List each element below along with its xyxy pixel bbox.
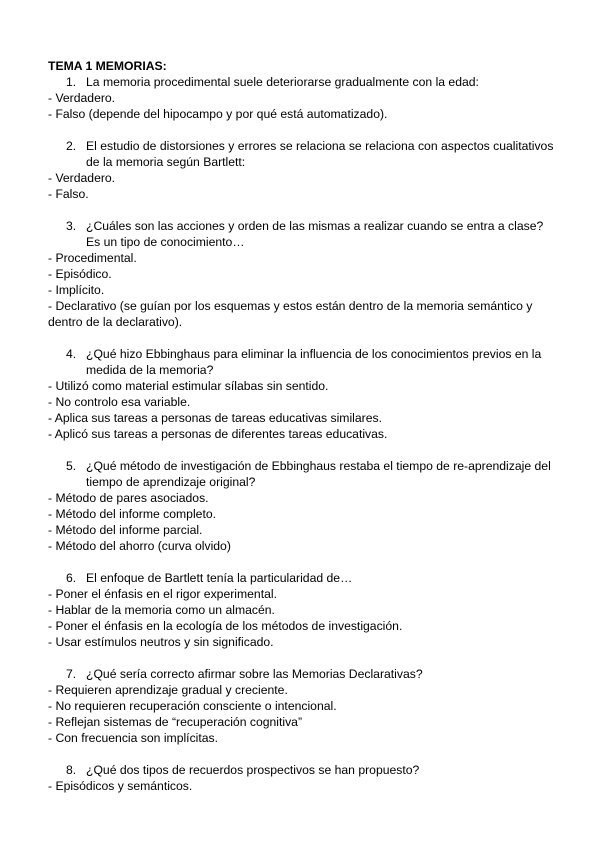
answer-option: - Hablar de la memoria como un almacén.: [48, 603, 275, 617]
question-2: [48, 138, 558, 170]
answer-option: - Método de pares asociados.: [48, 491, 209, 505]
answer-option: - Verdadero.: [48, 171, 116, 185]
question-number: 4.: [66, 347, 77, 361]
question-8: [48, 762, 558, 778]
question-number: 7.: [66, 667, 77, 681]
question-block-8: [48, 762, 558, 794]
question-text: El enfoque de Bartlett tenía la particularidad de…: [86, 571, 353, 585]
question-text: ¿Qué método de investigación de Ebbinghaus restaba el tiempo de re-aprendizaje del tiempo de aprendizaje original?: [86, 459, 551, 489]
answer-option: - Usar estímulos neutros y sin significado.: [48, 635, 274, 649]
question-1: [48, 74, 558, 90]
answer-option: - Falso.: [48, 187, 89, 201]
answer-option: - Episódicos y semánticos.: [48, 779, 193, 793]
question-text: El estudio de distorsiones y errores se relaciona se relaciona con aspectos cualitativos de la memoria según Bartlett:: [86, 139, 554, 169]
question-7: [48, 666, 558, 682]
answer-option: - Procedimental.: [48, 251, 137, 265]
answer-option: - Requieren aprendizaje gradual y creciente.: [48, 683, 288, 697]
question-block-2: [48, 138, 558, 202]
question-3: [48, 218, 558, 250]
document-title: TEMA 1 MEMORIAS:: [48, 59, 167, 73]
answer-option: - Verdadero.: [48, 91, 116, 105]
question-text: La memoria procedimental suele deteriorarse gradualmente con la edad:: [86, 75, 479, 89]
answer-option: - Utilizó como material estimular sílabas sin sentido.: [48, 379, 329, 393]
question-text: ¿Cuáles son las acciones y orden de las mismas a realizar cuando se entra a clase? Es un tipo de conocimiento…: [86, 219, 544, 249]
question-text: ¿Qué hizo Ebbinghaus para eliminar la influencia de los conocimientos previos en la medida de la memoria?: [86, 347, 542, 377]
question-6: [48, 570, 558, 586]
question-text: ¿Qué sería correcto afirmar sobre las Memorias Declarativas?: [86, 667, 423, 681]
answer-option: - Declarativo (se guían por los esquemas y estos están dentro de la memoria semántico y dentro de la declarativo).: [48, 299, 533, 329]
answer-option: - Aplica sus tareas a personas de tareas educativas similares.: [48, 411, 382, 425]
answer-option: - Implícito.: [48, 283, 105, 297]
question-number: 8.: [66, 763, 77, 777]
question-number: 3.: [66, 219, 77, 233]
question-number: 5.: [66, 459, 77, 473]
question-5: [48, 458, 558, 490]
answer-option: - Aplicó sus tareas a personas de diferentes tareas educativas.: [48, 427, 388, 441]
answer-option: - No requieren recuperación consciente o intencional.: [48, 699, 337, 713]
question-text: ¿Qué dos tipos de recuerdos prospectivos se han propuesto?: [86, 763, 420, 777]
question-number: 6.: [66, 571, 77, 585]
question-block-3: [48, 218, 558, 330]
answer-option: - Con frecuencia son implícitas.: [48, 731, 219, 745]
document-page: [48, 58, 558, 810]
answer-option: - Episódico.: [48, 267, 112, 281]
question-number: 1.: [66, 75, 77, 89]
answer-option: - Método del informe completo.: [48, 507, 216, 521]
question-number: 2.: [66, 139, 77, 153]
answer-option: - Método del informe parcial.: [48, 523, 203, 537]
question-block-5: [48, 458, 558, 554]
answer-option: - Poner el énfasis en el rigor experimental.: [48, 587, 277, 601]
answer-option: - Reflejan sistemas de “recuperación cognitiva”: [48, 715, 303, 729]
question-block-1: [48, 74, 558, 122]
answer-option: - No controlo esa variable.: [48, 395, 191, 409]
question-block-4: [48, 346, 558, 442]
question-block-7: [48, 666, 558, 746]
answer-option: - Método del ahorro (curva olvido): [48, 539, 231, 553]
answer-option: - Falso (depende del hipocampo y por qué está automatizado).: [48, 107, 388, 121]
answer-option: - Poner el énfasis en la ecología de los métodos de investigación.: [48, 619, 403, 633]
question-4: [48, 346, 558, 378]
question-block-6: [48, 570, 558, 650]
